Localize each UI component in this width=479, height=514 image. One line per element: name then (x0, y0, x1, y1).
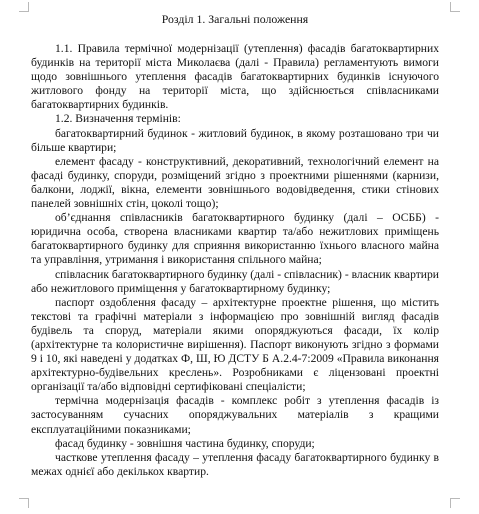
page-corner-marker (450, 2, 460, 12)
paragraph: фасад будинку - зовнішня частина будинку, споруди; (55, 436, 315, 450)
page-corner-marker (450, 498, 460, 508)
paragraph: 1.2. Визначення термінів: (55, 112, 181, 126)
paragraph: об’єднання співласників багатоквартирного будинку (далі – ОСББ) - юридична особа, створена власниками квартир та/або нежитлових приміщень багатоквартирного будинку для сприяння використанню їхнього власного майна та управління, утримання і використання спільного майна; (31, 211, 439, 267)
document-body[interactable] (31, 12, 439, 479)
page-corner-marker (19, 2, 29, 12)
paragraph: 1.1. Правила термічної модернізації (утеплення) фасадів багатоквартирних будинків на території міста Миколаєва (далі - Правила) регламентують вимоги щодо зовнішнього утеплення фасадів багатоквартирних будинків існуючого житлового фонду на території міста, що здійснюється співласниками багатоквартирних будинків. (31, 42, 439, 112)
section-title: Розділ 1. Загальні положення (161, 12, 309, 26)
paragraph: термічна модернізація фасадів - комплекс робіт з утеплення фасадів із застосуванням сучасних опоряджувальних матеріалів з кращими експлуатаційними показниками; (31, 394, 439, 436)
paragraph: часткове утеплення фасаду – утеплення фасаду багатоквартирного будинку в межах однієї або декількох квартир. (31, 450, 439, 478)
paragraph: багатоквартирний будинок - житловий будинок, в якому розташовано три чи більше квартири; (31, 126, 439, 154)
page-corner-marker (19, 498, 29, 508)
paragraph: співласник багатоквартирного будинку (далі - співласник) - власник квартири або нежитлового приміщення у багатоквартирному будинку; (31, 267, 439, 295)
paragraph: паспорт оздоблення фасаду – архітектурне проектне рішення, що містить текстові та графічні матеріали з інформацією про зовнішній вигляд фасадів будівель та споруд, матеріали якими опоряджуються фасади, їх колір (архітектурне та колористичне вирішення). Паспорт виконують згідно з формами 9 і 10, які наведені у додатках Ф, Ш, Ю ДСТУ Б А.2.4-7:2009 «Правила виконання архітектурно-будівельних креслень». Розробниками є ліцензовані проектні організації та/або відповідні сертифіковані спеціалісти; (31, 295, 439, 394)
paragraph: елемент фасаду - конструктивний, декоративний, технологічний елемент на фасаді будинку, споруди, розміщений згідно з проектними рішеннями (карнизи, балкони, лоджії, вікна, елементи зовнішнього водовідведення, стики стінових панелей зовнішніх стін, цоколі тощо); (31, 154, 439, 211)
